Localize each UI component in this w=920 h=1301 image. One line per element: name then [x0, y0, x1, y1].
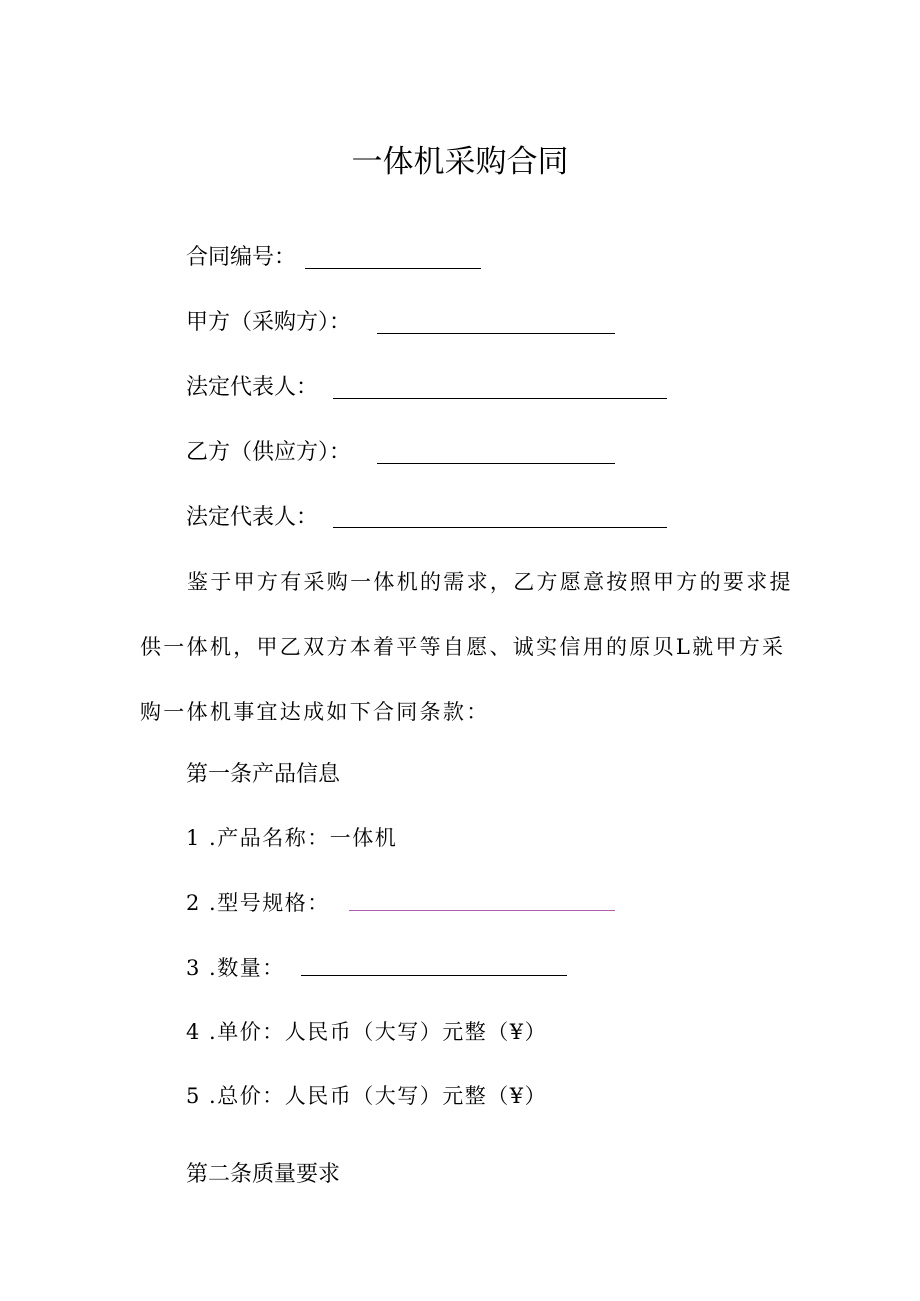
- party-a-label: 甲方（采购方）：: [186, 310, 352, 335]
- party-b-blank[interactable]: [377, 463, 615, 464]
- party-b-label: 乙方（供应方）：: [186, 440, 352, 465]
- document-title: 一体机采购合同: [351, 144, 569, 180]
- contract-number-label: 合同编号：: [186, 245, 297, 270]
- party-b-representative-label: 法定代表人：: [186, 505, 319, 530]
- quantity-blank[interactable]: [301, 975, 567, 976]
- item-total-price: 5 .总价：人民币（大写）元整（¥）: [186, 1084, 548, 1108]
- article-2-heading: 第二条质量要求: [186, 1162, 341, 1187]
- intro-line-1: 鉴于甲方有采购一体机的需求，乙方愿意按照甲方的要求提: [187, 570, 793, 594]
- intro-line-3: 购一体机事宜达成如下合同条款：: [140, 700, 490, 724]
- item-quantity: 3 .数量：: [186, 956, 285, 980]
- item-product-name: 1 .产品名称：一体机: [186, 826, 398, 850]
- item-model-spec: 2 .型号规格：: [186, 891, 330, 915]
- article-1-heading: 第一条产品信息: [186, 762, 341, 787]
- item-unit-price: 4 .单价：人民币（大写）元整（¥）: [186, 1020, 548, 1044]
- party-a-representative-blank[interactable]: [333, 398, 667, 399]
- party-b-representative-blank[interactable]: [333, 527, 667, 528]
- party-a-representative-label: 法定代表人：: [186, 375, 319, 400]
- model-spec-blank[interactable]: [349, 910, 615, 911]
- party-a-blank[interactable]: [377, 333, 615, 334]
- contract-number-blank[interactable]: [305, 268, 481, 269]
- intro-line-2: 供一体机，甲乙双方本着平等自愿、诚实信用的原贝L就甲方采: [140, 635, 786, 659]
